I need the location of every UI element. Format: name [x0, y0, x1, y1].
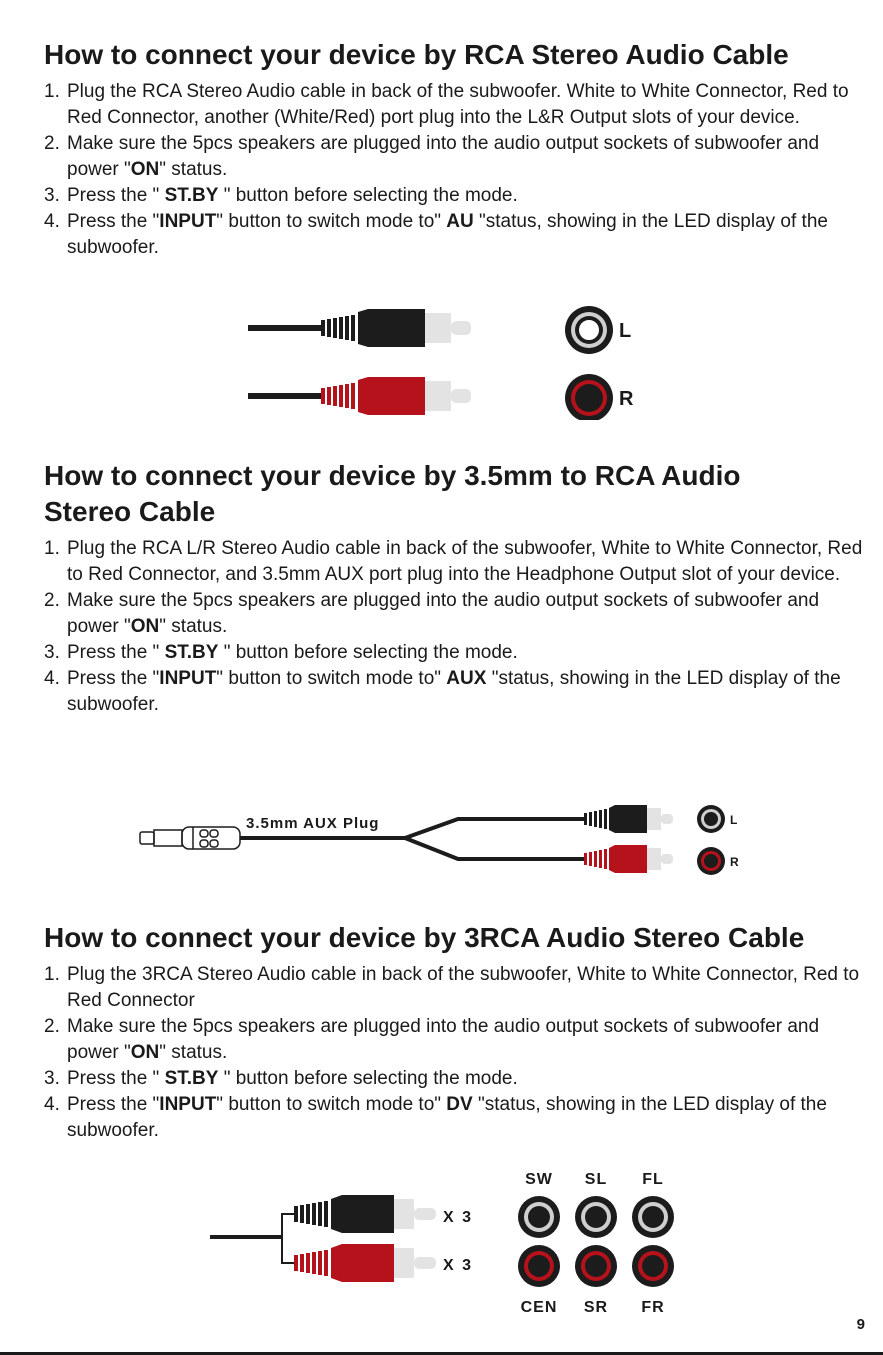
jack-left-icon [697, 805, 725, 833]
step-text: " status. [159, 616, 228, 637]
jack-label-right: R [730, 855, 739, 869]
multiplier-bottom: X 3 [443, 1257, 474, 1274]
jack-right-icon [697, 847, 725, 875]
step-text: " button to switch mode to" [216, 211, 447, 232]
rca-plug-black-icon [584, 805, 673, 833]
step-item [44, 588, 874, 640]
step-keyword: ST.BY [164, 185, 219, 206]
step-text: Press the " [67, 1094, 160, 1115]
step-text: Press the " [67, 642, 165, 663]
step-number: 1. [44, 81, 60, 102]
step-text: " button before selecting the mode. [218, 1068, 518, 1089]
step-text: Press the " [67, 1068, 165, 1089]
section-3rca [44, 920, 874, 1144]
section-title: How to connect your device by RCA Stereo Audio Cable [44, 39, 789, 70]
step-keyword: AU [446, 211, 474, 232]
section-rca-stereo [44, 37, 874, 261]
step-item [44, 183, 874, 209]
step-text: " status. [159, 1042, 228, 1063]
step-keyword: DV [446, 1094, 473, 1115]
jack-white-icon [575, 1196, 617, 1238]
jack-left-icon [565, 306, 613, 354]
step-number: 4. [44, 668, 60, 689]
jack-label: FL [642, 1171, 664, 1188]
step-number: 4. [44, 1094, 60, 1115]
step-text: "status, showing in the LED display of the subwoofer. [67, 1094, 827, 1141]
step-item [44, 1092, 874, 1144]
step-item [44, 640, 874, 666]
steps-list [44, 79, 874, 261]
step-number: 3. [44, 1068, 60, 1089]
step-item [44, 536, 874, 588]
jack-label: SL [584, 1171, 608, 1188]
step-keyword: ON [130, 1042, 160, 1063]
jack-white-icon [632, 1196, 674, 1238]
step-number: 1. [44, 538, 60, 559]
steps-list [44, 962, 874, 1144]
step-text: Plug the 3RCA Stereo Audio cable in back of the subwoofer, White to White Connector, Red to Red Connector [67, 964, 860, 1011]
step-keyword: INPUT [159, 668, 217, 689]
step-number: 4. [44, 211, 60, 232]
rca-plug-red-icon [294, 1244, 436, 1282]
step-text: " button to switch mode to" [216, 1094, 447, 1115]
multiplier-top: X 3 [443, 1209, 474, 1226]
step-keyword: ON [130, 159, 160, 180]
step-text: Press the " [67, 668, 160, 689]
jack-label-left: L [730, 813, 738, 827]
step-keyword: ON [130, 616, 160, 637]
step-item [44, 79, 874, 131]
rca-plug-black-icon [294, 1195, 436, 1233]
jack-label: CEN [520, 1299, 558, 1314]
aux-plug-icon [140, 827, 240, 849]
step-text: Make sure the 5pcs speakers are plugged into the audio output sockets of subwoofer and power " [67, 133, 820, 180]
rca-plug-black-icon [248, 309, 471, 347]
jack-label-left: L [619, 320, 632, 342]
step-keyword: AUX [446, 668, 487, 689]
jack-red-icon [518, 1245, 560, 1287]
step-text: Make sure the 5pcs speakers are plugged into the audio output sockets of subwoofer and power " [67, 1016, 820, 1063]
step-keyword: INPUT [159, 211, 217, 232]
jack-white-icon [518, 1196, 560, 1238]
section-title: How to connect your device by 3RCA Audio Stereo Cable [44, 922, 805, 953]
step-item [44, 209, 874, 261]
step-text: " button before selecting the mode. [218, 642, 518, 663]
step-item [44, 666, 874, 718]
aux-rca-figure [0, 795, 883, 885]
step-item [44, 1066, 874, 1092]
step-number: 2. [44, 1016, 60, 1037]
jack-red-icon [632, 1245, 674, 1287]
rca-cable-illustration [0, 300, 883, 420]
jack-right-icon [565, 374, 613, 420]
step-text: Make sure the 5pcs speakers are plugged into the audio output sockets of subwoofer and power " [67, 590, 820, 637]
step-number: 3. [44, 642, 60, 663]
jack-label: FR [641, 1299, 665, 1314]
step-item [44, 1014, 874, 1066]
step-text: " button to switch mode to" [216, 668, 447, 689]
step-number: 3. [44, 185, 60, 206]
aux-plug-label: 3.5mm AUX Plug [246, 815, 380, 832]
rca-plug-red-icon [584, 845, 673, 873]
jack-label: SR [583, 1299, 609, 1314]
3rca-figure [0, 1164, 883, 1314]
section-35mm-rca [44, 458, 863, 718]
step-number: 2. [44, 133, 60, 154]
step-text: Press the " [67, 211, 160, 232]
jack-label: SW [525, 1171, 553, 1188]
steps-list [44, 536, 874, 718]
section-title: How to connect your device by 3.5mm to RCA Audio Stereo Cable [44, 460, 741, 527]
jack-label-right: R [619, 388, 634, 410]
step-keyword: INPUT [159, 1094, 217, 1115]
step-text: "status, showing in the LED display of the subwoofer. [67, 211, 828, 258]
step-number: 2. [44, 590, 60, 611]
step-keyword: ST.BY [164, 1068, 219, 1089]
page-number: 9 [856, 1316, 865, 1333]
step-item [44, 131, 874, 183]
step-text: " button before selecting the mode. [218, 185, 518, 206]
step-text: Plug the RCA Stereo Audio cable in back of the subwoofer. White to White Connector, Red to Red Connector, another (White/Red) port plug into the L&R Output slots of your device. [67, 81, 849, 128]
rca-plug-red-icon [248, 377, 471, 415]
step-number: 1. [44, 964, 60, 985]
step-text: Press the " [67, 185, 165, 206]
rca-stereo-figure [0, 300, 883, 420]
step-text: "status, showing in the LED display of the subwoofer. [67, 668, 841, 715]
step-text: " status. [159, 159, 228, 180]
step-text: Plug the RCA L/R Stereo Audio cable in back of the subwoofer, White to White Connector, Red to Red Connector, and 3.5mm AUX port plug into the Headphone Output slot of your device. [67, 538, 863, 585]
step-keyword: ST.BY [164, 642, 219, 663]
jack-red-icon [575, 1245, 617, 1287]
aux-cable-illustration [0, 795, 883, 885]
step-item [44, 962, 874, 1014]
3rca-cable-illustration [0, 1164, 883, 1314]
